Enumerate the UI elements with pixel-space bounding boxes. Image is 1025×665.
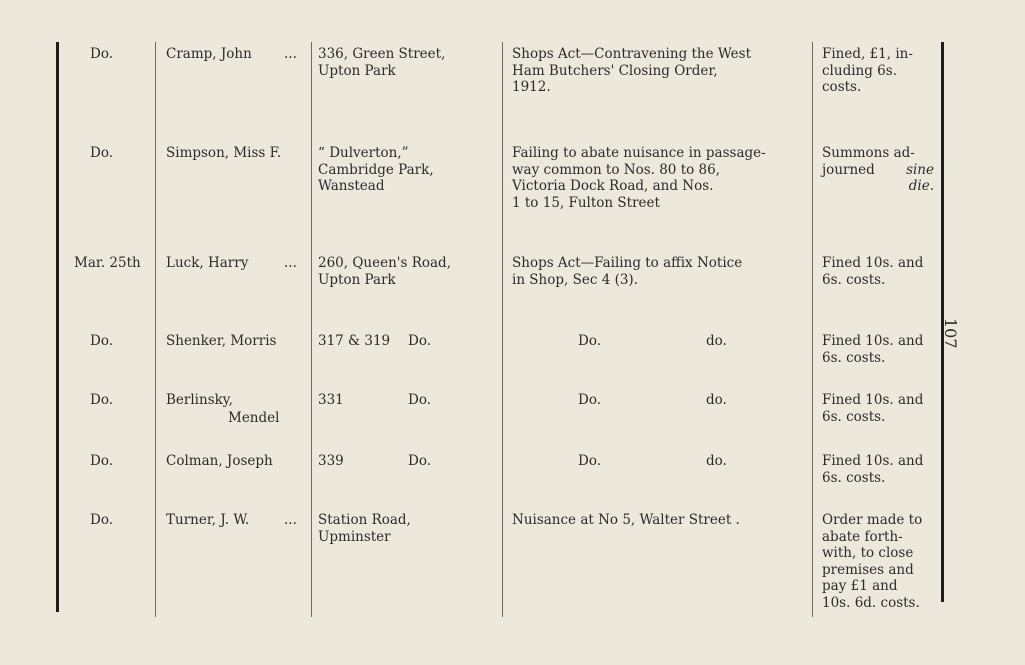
address-number: 317 & 319 bbox=[318, 333, 391, 349]
address-number: 339 bbox=[318, 453, 344, 469]
offence-ditto-second: do. bbox=[706, 333, 727, 349]
address-number: 331 bbox=[318, 392, 344, 408]
leader-dots: ... bbox=[284, 255, 297, 271]
offence-ditto: Do. bbox=[578, 392, 602, 408]
offence-ditto-second: do. bbox=[706, 392, 727, 408]
offence-description: Shops Act—Contravening the West Ham Butchers' Closing Order, 1912. bbox=[512, 46, 752, 95]
entry-date: Do. bbox=[90, 46, 114, 62]
court-result-latin: sine die. bbox=[906, 161, 934, 194]
court-result: Order made to abate forth- with, to close premises and pay £1 and 10s. 6d. costs. bbox=[822, 512, 923, 611]
left-border-rule bbox=[56, 42, 59, 612]
column-rule-date bbox=[155, 42, 156, 617]
entry-date: Do. bbox=[90, 333, 114, 349]
offence-ditto-second: do. bbox=[706, 453, 727, 469]
column-rule-name bbox=[311, 42, 312, 617]
entry-date: Do. bbox=[90, 392, 114, 408]
court-result: Summons ad- journed bbox=[822, 145, 915, 178]
defendant-name: Simpson, Miss F. bbox=[166, 145, 282, 161]
defendant-address: “ Dulverton,” Cambridge Park, Wanstead bbox=[318, 145, 434, 194]
court-result: Fined 10s. and 6s. costs. bbox=[822, 453, 924, 486]
defendant-name: Shenker, Morris bbox=[166, 333, 277, 349]
defendant-name: Turner, J. W. bbox=[166, 512, 250, 528]
defendant-name: Colman, Joseph bbox=[166, 453, 273, 469]
court-result: Fined 10s. and 6s. costs. bbox=[822, 333, 924, 366]
court-result: Fined, £1, in- cluding 6s. costs. bbox=[822, 46, 913, 95]
offence-ditto: Do. bbox=[578, 453, 602, 469]
defendant-name: Luck, Harry bbox=[166, 255, 249, 271]
defendant-name-line2: Mendel bbox=[228, 410, 280, 426]
defendant-address: Station Road, Upminster bbox=[318, 512, 411, 545]
offence-description: Failing to abate nuisance in passage- way common to Nos. 80 to 86, Victoria Dock Road, and Nos. 1 to 15, Fulton Street bbox=[512, 145, 766, 211]
defendant-address: 260, Queen's Road, Upton Park bbox=[318, 255, 451, 288]
entry-date: Do. bbox=[90, 453, 114, 469]
offence-ditto: Do. bbox=[578, 333, 602, 349]
entry-date: Do. bbox=[90, 512, 114, 528]
column-rule-address bbox=[502, 42, 503, 617]
address-ditto: Do. bbox=[408, 392, 432, 408]
offence-description: Shops Act—Failing to affix Notice in Shop, Sec 4 (3). bbox=[512, 255, 743, 288]
address-ditto: Do. bbox=[408, 333, 432, 349]
entry-date: Mar. 25th bbox=[74, 255, 141, 271]
leader-dots: ... bbox=[284, 46, 297, 62]
defendant-address: 336, Green Street, Upton Park bbox=[318, 46, 446, 79]
column-rule-offence bbox=[812, 42, 813, 617]
defendant-name: Cramp, John bbox=[166, 46, 252, 62]
leader-dots: ... bbox=[284, 512, 297, 528]
page-number: 107 bbox=[941, 318, 960, 349]
defendant-name: Berlinsky, bbox=[166, 392, 233, 408]
court-result: Fined 10s. and 6s. costs. bbox=[822, 392, 924, 425]
address-ditto: Do. bbox=[408, 453, 432, 469]
entry-date: Do. bbox=[90, 145, 114, 161]
offence-description: Nuisance at No 5, Walter Street . bbox=[512, 512, 740, 528]
court-result: Fined 10s. and 6s. costs. bbox=[822, 255, 924, 288]
